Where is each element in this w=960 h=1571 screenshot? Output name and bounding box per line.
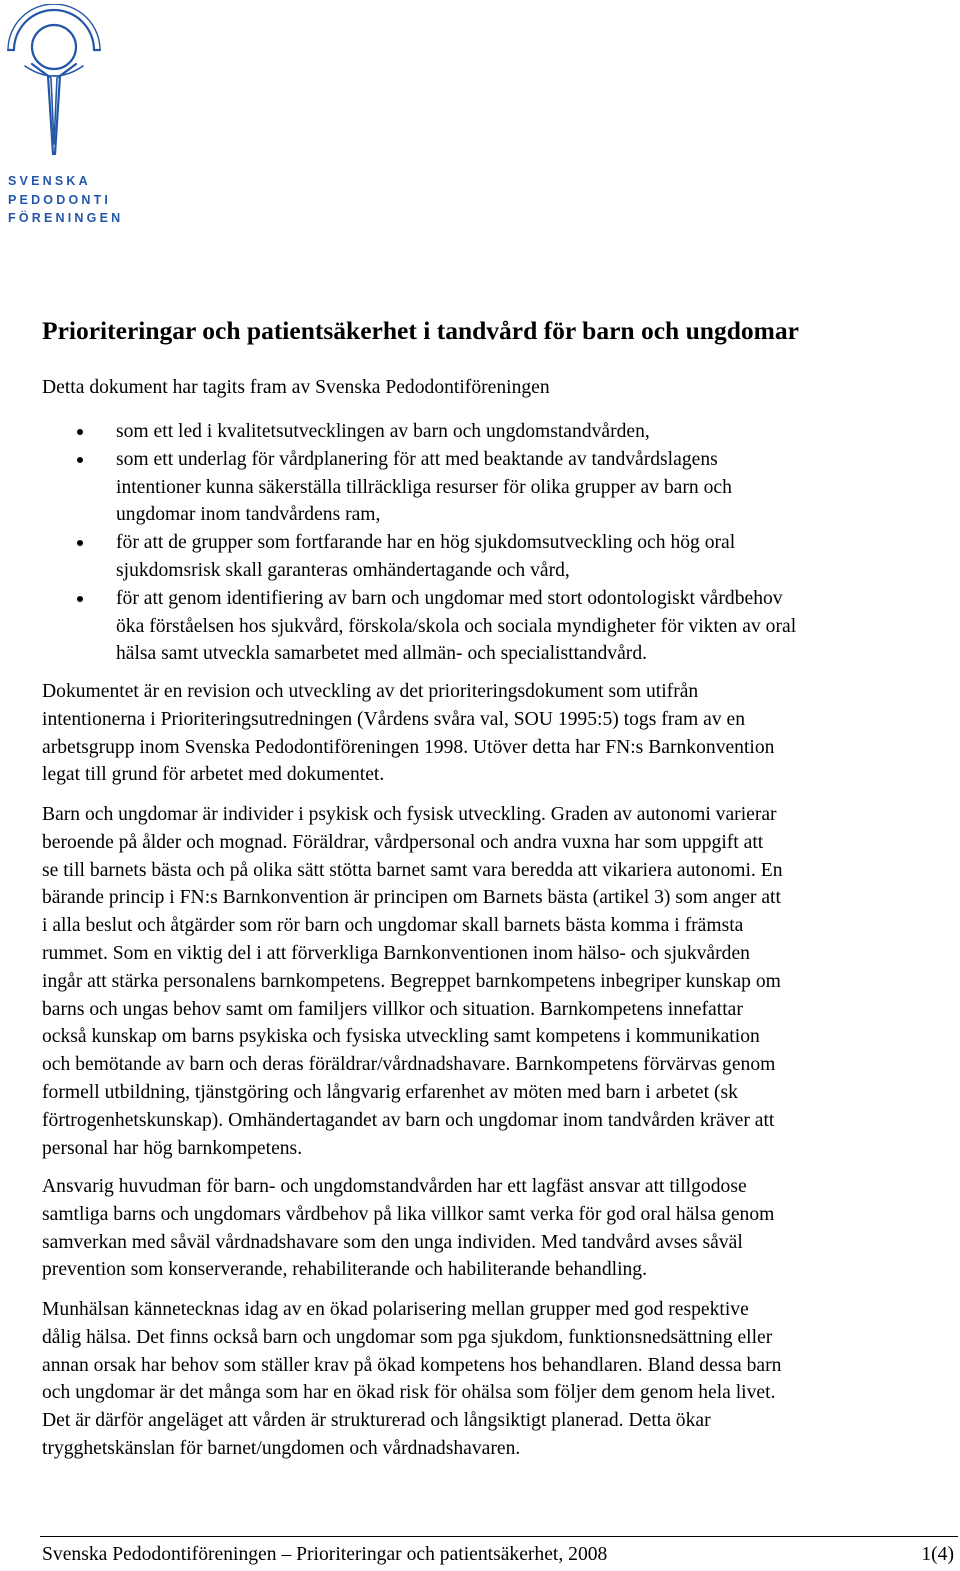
bullet-dot-icon (77, 596, 83, 602)
paragraph-line: rummet. Som en viktig del i att förverkliga Barnkonventionen inom hälso- och sjukvården (42, 942, 750, 964)
paragraph-line: Barn och ungdomar är individer i psykisk och fysisk utveckling. Graden av autonomi varierar (42, 804, 777, 825)
document-title: Prioriteringar och patientsäkerhet i tandvård för barn och ungdomar (42, 316, 799, 345)
paragraph-line: se till barnets bästa och på olika sätt stötta barnet samt vara beredda att vikariera autonomi. En (42, 859, 783, 881)
paragraph-line: också kunskap om barns psykiska och fysiska utveckling samt kompetens i kommunikation (42, 1026, 760, 1048)
bullet-item (0, 585, 960, 668)
paragraph-line: förtrogenhetskunskap). Omhändertagandet av barn och ungdomar inom tandvården kräver att (42, 1109, 775, 1131)
bullet-line: öka förståelsen hos sjukvård, förskola/skola och sociala myndigheter för vikten av oral (116, 615, 797, 637)
paragraph-line: i alla beslut och åtgärder som rör barn och ungdomar skall barnets bästa komma i främsta (42, 915, 744, 937)
intro-sentence: Detta dokument har tagits fram av Svenska Pedodontiföreningen (42, 377, 550, 398)
paragraph-line: barns och ungas behov samt om familjers villkor och situation. Barnkompetens innefattar (42, 998, 743, 1020)
paragraph-line: arbetsgrupp inom Svenska Pedodontiföreningen 1998. Utöver detta har FN:s Barnkonvention (42, 736, 775, 758)
bullet-line: som ett led i kvalitetsutvecklingen av barn och ungdomstandvården, (116, 421, 650, 442)
paragraph-line: och bemötande av barn och deras föräldrar/vårdnadshavare. Barnkompetens förvärvas genom (42, 1054, 776, 1076)
paragraph-line: samverkan med såväl vårdnadshavare som den unga individen. Med tandvård avses såväl (42, 1231, 743, 1253)
tooth-crown-logo-icon (4, 4, 104, 169)
logo-text-line-1: SVENSKA (8, 174, 91, 188)
bullet-line: ungdomar inom tandvårdens ram, (116, 504, 381, 526)
bullet-line: för att de grupper som fortfarande har en hög sjukdomsutveckling och hög oral (116, 532, 736, 554)
paragraph-line: samtliga barns och ungdomars vårdbehov på lika villkor samt verka för god oral hälsa genom (42, 1203, 775, 1225)
paragraph-line: intentionerna i Prioriteringsutredningen (Vårdens svåra val, SOU 1995:5) togs fram av en (42, 708, 746, 730)
bullet-dot-icon (77, 457, 83, 463)
bullet-item (0, 418, 960, 446)
paragraph-line: Det är därför angeläget att vården är strukturerad och långsiktigt planerad. Detta ökar (42, 1410, 711, 1432)
footer-divider (40, 1536, 958, 1537)
paragraph-line: formell utbildning, tjänstgöring och långvarig erfarenhet av möten med barn i arbetet (sk (42, 1081, 738, 1103)
page-number: 1(4) (921, 1544, 954, 1565)
paragraph-line: legat till grund för arbetet med dokumentet. (42, 764, 385, 786)
paragraph-line: bärande princip i FN:s Barnkonvention är principen om Barnets bästa (artikel 3) som anger att (42, 887, 781, 909)
bullet-dot-icon (77, 540, 83, 546)
paragraph-line: Munhälsan kännetecknas idag av en ökad polarisering mellan grupper med god respektive (42, 1299, 749, 1320)
bullet-line: intentioner kunna säkerställa tillräckliga resurser för olika grupper av barn och (116, 476, 732, 498)
bullet-item (0, 529, 960, 585)
paragraph-responsible-authority (42, 1173, 960, 1284)
bullet-line: som ett underlag för vårdplanering för att med beaktande av tandvårdslagens (116, 448, 718, 470)
paragraph-line: ingår att stärka personalens barnkompetens. Begreppet barnkompetens inbegriper kunskap om (42, 970, 781, 992)
paragraph-line: Dokumentet är en revision och utveckling av det prioriteringsdokument som utifrån (42, 681, 699, 702)
logo-text-line-3: FÖRENINGEN (8, 211, 124, 225)
footer-text: Svenska Pedodontiföreningen – Prioriteringar och patientsäkerhet, 2008 (42, 1544, 608, 1565)
purpose-bullet-list (0, 418, 960, 668)
paragraph-line: prevention som konserverande, rehabiliterande och habiliterande behandling. (42, 1259, 648, 1281)
paragraph-line: och ungdomar är det många som har en ökad risk för ohälsa som följer dem genom hela livet. (42, 1382, 776, 1404)
logo-text-line-2: PEDODONTI (8, 193, 112, 207)
paragraph-oral-health (42, 1296, 960, 1463)
bullet-line: sjukdomsrisk skall garanteras omhändertagande och vård, (116, 559, 570, 581)
bullet-dot-icon (77, 429, 83, 435)
paragraph-line: trygghetskänslan för barnet/ungdomen och vårdnadshavaren. (42, 1437, 521, 1459)
organization-logo (4, 4, 124, 225)
paragraph-line: dålig hälsa. Det finns också barn och ungdomar som pga sjukdom, funktionsnedsättning eller (42, 1326, 773, 1348)
paragraph-child-competence (42, 801, 960, 1162)
bullet-line: hälsa samt utveckla samarbetet med allmän- och specialisttandvård. (116, 643, 648, 665)
paragraph-line: Ansvarig huvudman för barn- och ungdomstandvården har ett lagfäst ansvar att tillgodose (42, 1176, 747, 1197)
paragraph-line: annan orsak har behov som ställer krav på ökad kompetens hos behandlaren. Bland dessa barn (42, 1354, 782, 1376)
bullet-line: för att genom identifiering av barn och ungdomar med stort odontologiskt vårdbehov (116, 587, 783, 609)
bullet-item (0, 446, 960, 529)
paragraph-line: beroende på ålder och mognad. Föräldrar, vårdpersonal och andra vuxna har som uppgift att (42, 831, 764, 853)
paragraph-revision (42, 678, 960, 789)
paragraph-line: personal har hög barnkompetens. (42, 1137, 303, 1159)
